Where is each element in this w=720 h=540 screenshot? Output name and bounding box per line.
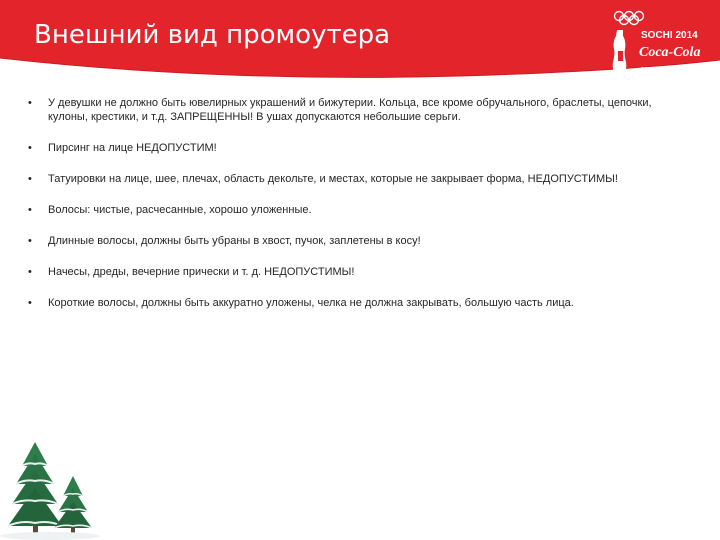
bullet-marker: • [28, 97, 32, 109]
bullet-text: У девушки не должно быть ювелирных украшений и бижутерии. Кольца, все кроме обручального, браслеты, цепочки, кулоны, крестики, и т.д. ЗАПРЕЩЕННЫ! В ушах допускаются небольшие серьги. [48, 97, 652, 123]
bullet-marker: • [28, 173, 32, 185]
list-item [28, 203, 688, 217]
bullet-marker: • [28, 266, 32, 278]
bullet-text: Татуировки на лице, шее, плечах, область декольте, и местах, которые не закрывает форма, НЕДОПУСТИМЫ! [48, 173, 618, 185]
bullet-marker: • [28, 204, 32, 216]
bullet-marker: • [28, 297, 32, 309]
bullet-marker: • [28, 235, 32, 247]
bullet-marker: • [28, 142, 32, 154]
olympic-rings-icon [615, 12, 644, 25]
list-item [28, 141, 688, 155]
bullet-text: Пирсинг на лице НЕДОПУСТИМ! [48, 142, 217, 154]
bullet-list [28, 96, 688, 327]
cocacola-logo-text: Coca-Cola [639, 45, 701, 60]
sochi-cocacola-logo [605, 6, 715, 78]
snowy-fir-trees-icon [0, 436, 110, 540]
bottle-icon [613, 30, 627, 75]
header-banner [0, 0, 720, 82]
page-title: Внешний вид промоутера [34, 20, 391, 50]
list-item [28, 265, 688, 279]
bullet-text: Короткие волосы, должны быть аккуратно уложены, челка не должна закрывать, большую часть лица. [48, 297, 574, 309]
bullet-text: Волосы: чистые, расчесанные, хорошо уложенные. [48, 204, 312, 216]
bullet-text: Длинные волосы, должны быть убраны в хвост, пучок, заплетены в косу! [48, 235, 421, 247]
list-item [28, 172, 688, 186]
list-item [28, 96, 688, 124]
bullet-text: Начесы, дреды, вечерние прически и т. д. НЕДОПУСТИМЫ! [48, 266, 355, 278]
partner-text: ВСЕМИРНЫЙ ПАРТНЕР [641, 66, 693, 71]
list-item [28, 296, 688, 310]
sochi-logo-text: SOCHI 2014 [641, 30, 698, 41]
list-item [28, 234, 688, 248]
